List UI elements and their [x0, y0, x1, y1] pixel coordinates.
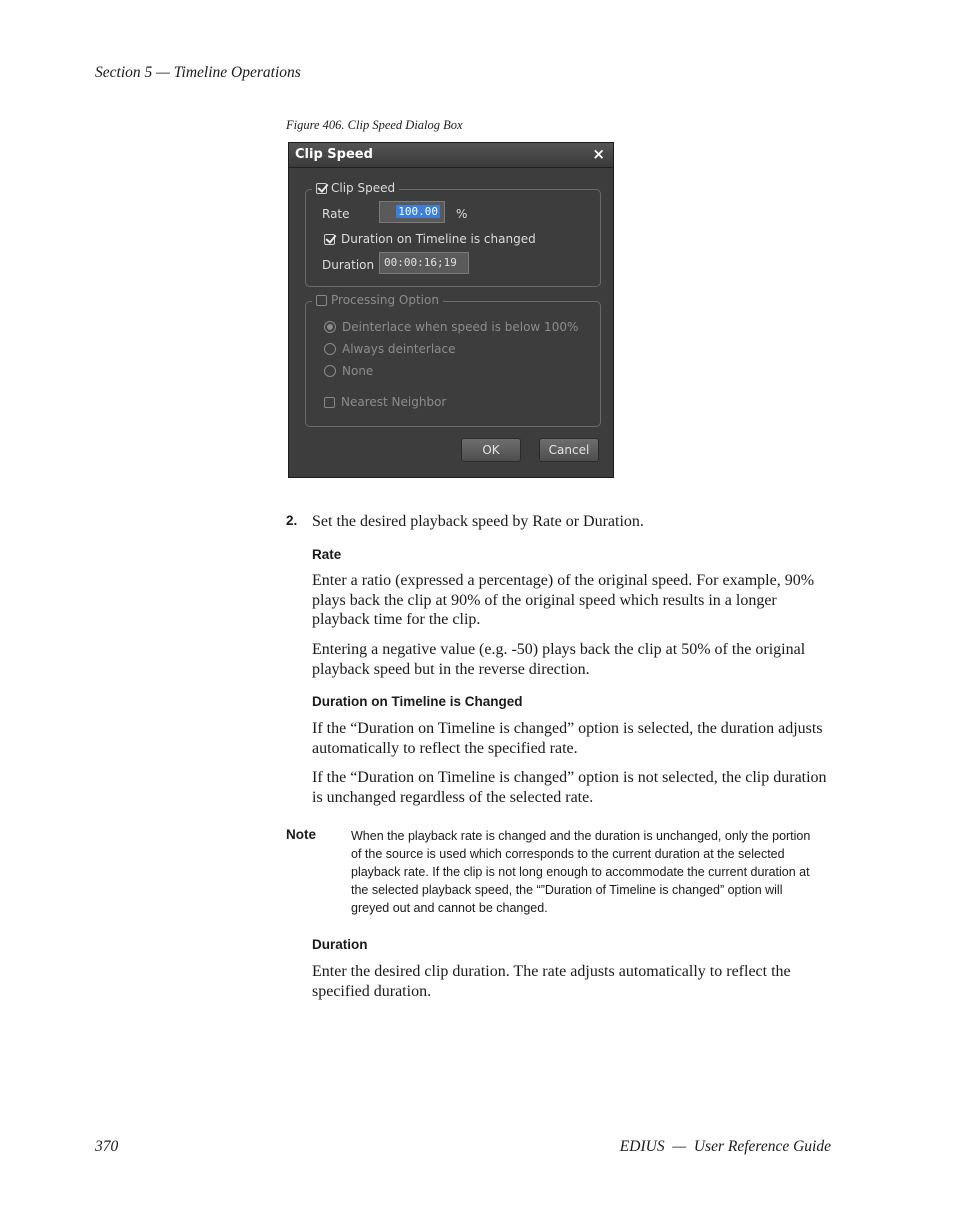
- duration-changed-option[interactable]: [324, 232, 536, 246]
- figure-caption: Figure 406. Clip Speed Dialog Box: [286, 118, 463, 132]
- step-number: 2.: [286, 513, 298, 528]
- note-label: Note: [286, 827, 316, 842]
- dialog-title: Clip Speed: [295, 147, 373, 162]
- processing-option-checkbox[interactable]: [316, 295, 327, 306]
- duration-changed-paragraph-2: If the “Duration on Timeline is changed” option is not selected, the clip duration is unchanged regardless of the selected rate.: [312, 769, 827, 806]
- processing-option-toggle[interactable]: [312, 293, 443, 307]
- note-text: When the playback rate is changed and the duration is unchanged, only the portion of the source is used which corresponds to the current duration at the selected playback rate. If the clip is not long enough to accommodate the current duration at the selected playback speed, the “”Duration of Timeline is changed” option will greyed out and cannot be changed.: [351, 829, 811, 915]
- duration-heading: Duration: [312, 937, 368, 952]
- rate-paragraph-2: Entering a negative value (e.g. -50) plays back the clip at 50% of the original playback speed but in the reverse direction.: [312, 641, 806, 678]
- clip-speed-toggle[interactable]: [312, 181, 399, 195]
- close-icon[interactable]: ×: [592, 145, 605, 163]
- dialog-titlebar: [289, 143, 613, 168]
- rate-unit: %: [456, 207, 468, 221]
- duration-paragraph: Enter the desired clip duration. The rate adjusts automatically to reflect the specified duration.: [312, 963, 791, 1000]
- ok-button[interactable]: OK: [461, 438, 521, 462]
- option-deinterlace-below-label: Deinterlace when speed is below 100%: [342, 320, 579, 334]
- option-none-label: None: [342, 364, 374, 378]
- radio-always-deinterlace[interactable]: [324, 343, 336, 355]
- step-text: Set the desired playback speed by Rate or Duration.: [312, 513, 644, 530]
- rate-heading: Rate: [312, 547, 342, 562]
- nearest-neighbor-checkbox[interactable]: [324, 397, 335, 408]
- clip-speed-label: Clip Speed: [331, 181, 396, 195]
- rate-paragraph-1: Enter a ratio (expressed a percentage) of the original speed. For example, 90% plays back the clip at 90% of the original speed which results in a longer playback time for the clip.: [312, 572, 815, 628]
- duration-changed-label: Duration on Timeline is changed: [341, 232, 536, 246]
- processing-option-label: Processing Option: [331, 293, 439, 307]
- duration-changed-heading: Duration on Timeline is Changed: [312, 694, 523, 709]
- duration-label: Duration: [322, 258, 375, 272]
- radio-deinterlace-below[interactable]: [324, 321, 336, 333]
- page-number: 370: [95, 1138, 119, 1155]
- clip-speed-group: [305, 181, 601, 287]
- clip-speed-dialog: [288, 142, 614, 478]
- duration-changed-paragraph-1: If the “Duration on Timeline is changed” option is selected, the duration adjusts automatically to reflect the specified rate.: [312, 720, 823, 757]
- option-always-deinterlace-label: Always deinterlace: [342, 342, 456, 356]
- nearest-neighbor-label: Nearest Neighbor: [341, 395, 447, 409]
- running-head: Section 5 — Timeline Operations: [95, 64, 301, 81]
- duration-changed-checkbox[interactable]: [324, 234, 335, 245]
- rate-value: 100.00: [398, 205, 438, 218]
- duration-value: 00:00:16;19: [384, 256, 457, 269]
- option-deinterlace-below[interactable]: [324, 320, 578, 334]
- duration-input[interactable]: [379, 252, 469, 274]
- radio-none[interactable]: [324, 365, 336, 377]
- rate-input[interactable]: [379, 201, 445, 223]
- nearest-neighbor-option[interactable]: [324, 395, 446, 409]
- processing-option-group: [305, 293, 601, 427]
- clip-speed-checkbox[interactable]: [316, 183, 327, 194]
- option-none[interactable]: [324, 364, 373, 378]
- guide-title: EDIUS — User Reference Guide: [619, 1138, 831, 1155]
- option-always-deinterlace[interactable]: [324, 342, 456, 356]
- rate-label: Rate: [322, 207, 350, 221]
- cancel-button[interactable]: Cancel: [539, 438, 599, 462]
